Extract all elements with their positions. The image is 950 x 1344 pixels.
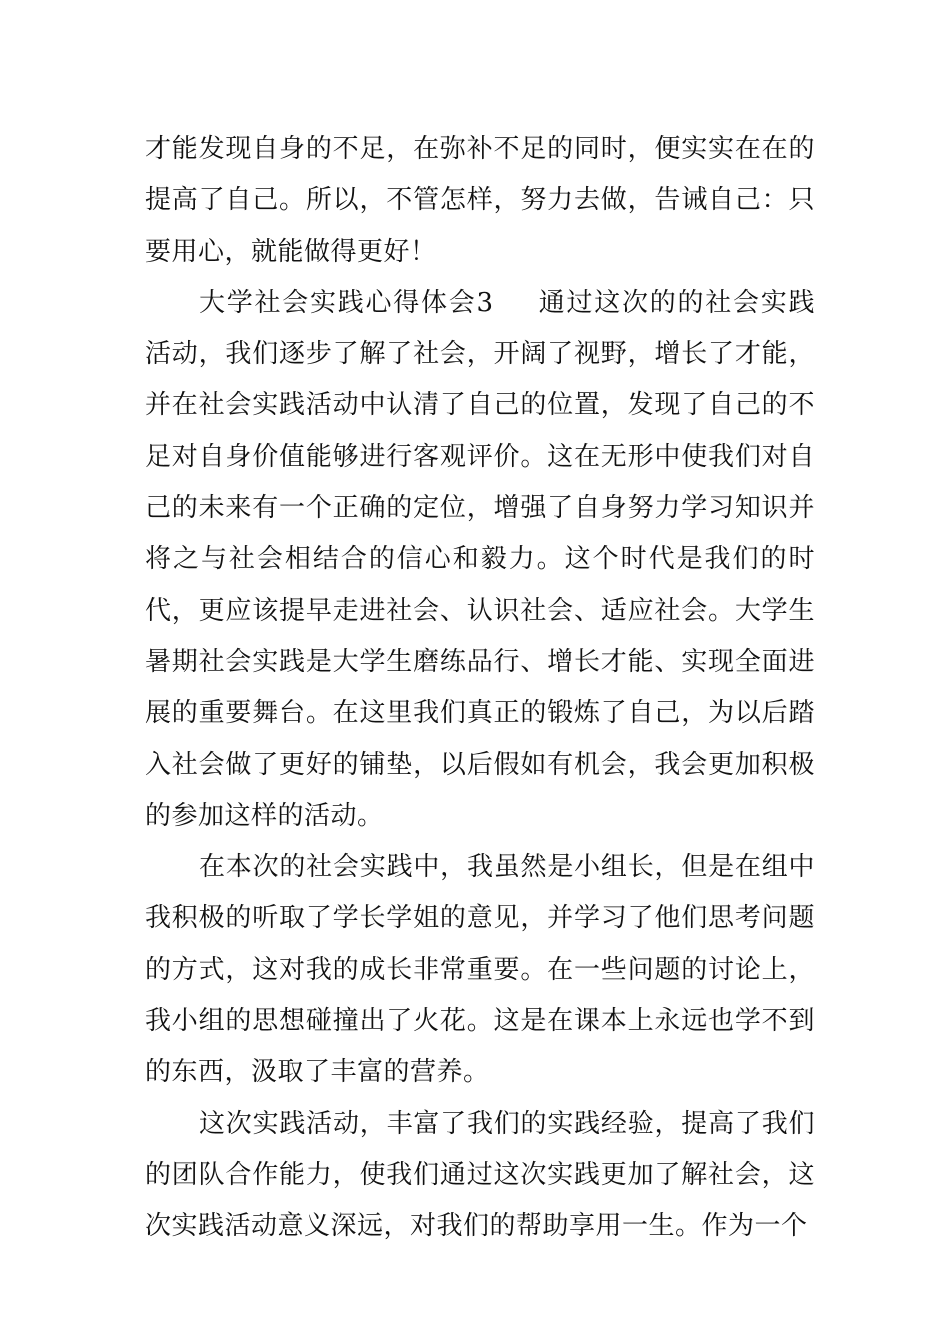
paragraph-4: 这次实践活动，丰富了我们的实践经验，提高了我们的团队合作能力，使我们通过这次实践更加了解社会，这次实践活动意义深远，对我们的帮助享用一生。作为一个 (145, 1108, 815, 1242)
paragraph-1: 才能发现自身的不足，在弥补不足的同时，便实实在在的提高了自己。所以，不管怎样，努力去做，告诫自己：只要用心，就能做得更好！ (145, 134, 815, 267)
document-body (145, 124, 815, 1253)
paragraph-2 (145, 278, 815, 842)
paragraph-2-text: 通过这次的的社会实践活动，我们逐步了解了社会，开阔了视野，增长了才能，并在社会实践活动中认清了自己的位置，发现了自己的不足对自身价值能够进行客观评价。这在无形中使我们对自己的未来有一个正确的定位，增强了自身努力学习知识并将之与社会相结合的信心和毅力。这个时代是我们的时代，更应该提早走进社会、认识社会、适应社会。大学生暑期社会实践是大学生磨练品行、增长才能、实现全面进展的重要舞台。在这里我们真正的锻炼了自己，为以后踏入社会做了更好的铺垫，以后假如有机会，我会更加积极的参加这样的活动。 (145, 287, 815, 831)
section-heading: 大学社会实践心得体会3 (199, 287, 494, 318)
paragraph-3: 在本次的社会实践中，我虽然是小组长，但是在组中我积极的听取了学长学姐的意见，并学习了他们思考问题的方式，这对我的成长非常重要。在一些问题的讨论上，我小组的思想碰撞出了火花。这是在课本上永远也学不到的东西，汲取了丰富的营养。 (145, 852, 815, 1088)
